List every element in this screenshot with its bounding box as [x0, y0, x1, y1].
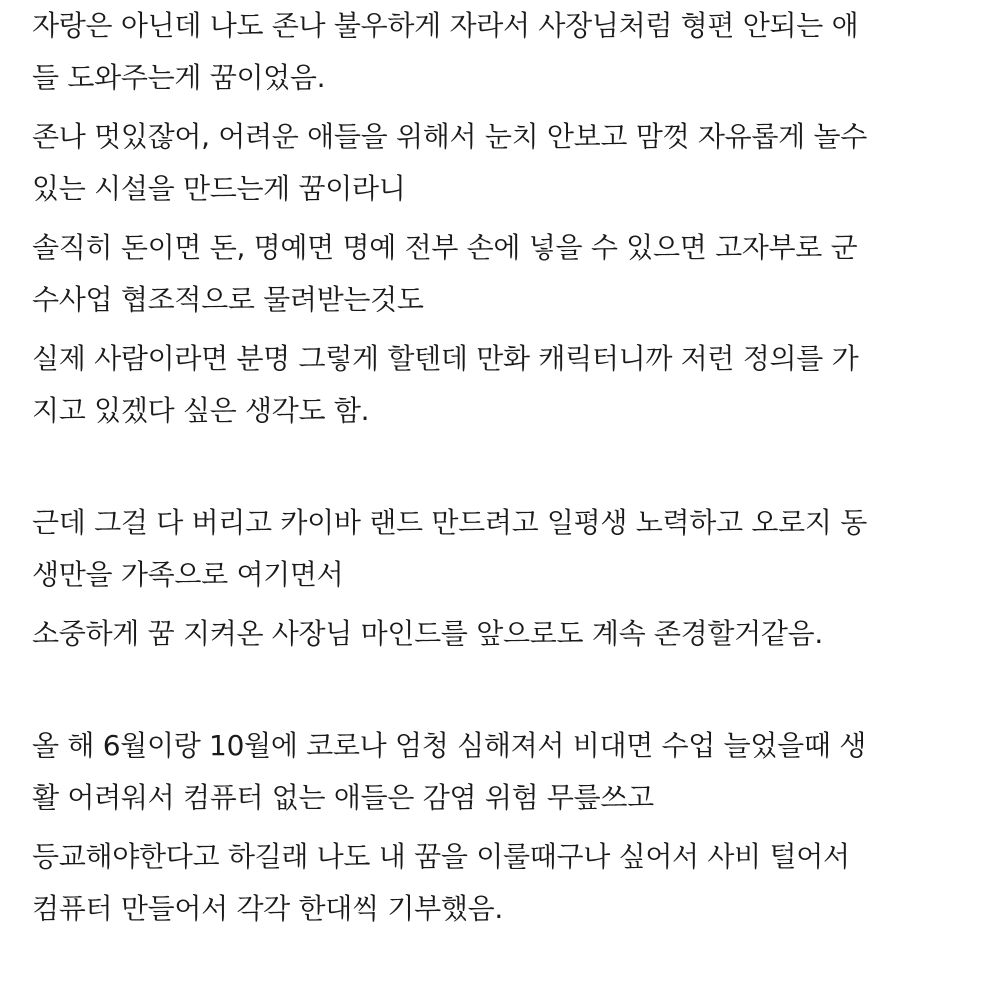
paragraph [32, 831, 982, 935]
spacer [32, 437, 982, 497]
text-line: 올 해 6월이랑 10월에 코로나 엄청 심해져서 비대면 수업 늘었을때 생 [32, 729, 866, 762]
paragraph [32, 111, 982, 215]
text-line: 자랑은 아닌데 나도 존나 불우하게 자라서 사장님처럼 형편 안되는 애 [32, 9, 859, 42]
post-body [32, 0, 982, 935]
paragraph [32, 333, 982, 437]
text-line: 있는 시설을 만드는게 꿈이라니 [32, 172, 406, 205]
text-block-2 [32, 497, 982, 660]
text-line: 존나 멋있잖어, 어려운 애들을 위해서 눈치 안보고 맘껏 자유롭게 놀수 [32, 120, 867, 153]
paragraph [32, 720, 982, 824]
paragraph [32, 608, 982, 660]
text-line: 실제 사람이라면 분명 그렇게 할텐데 만화 캐릭터니까 저런 정의를 가 [32, 342, 859, 375]
text-line: 지고 있겠다 싶은 생각도 함. [32, 394, 370, 427]
paragraph [32, 222, 982, 326]
paragraph [32, 0, 982, 104]
text-line: 수사업 협조적으로 물려받는것도 [32, 283, 424, 316]
text-line: 근데 그걸 다 버리고 카이바 랜드 만드려고 일평생 노력하고 오로지 동 [32, 506, 867, 539]
text-line: 생만을 가족으로 여기면서 [32, 558, 344, 591]
spacer [32, 660, 982, 720]
text-line: 들 도와주는게 꿈이었음. [32, 61, 326, 94]
text-block-1 [32, 0, 982, 437]
text-line: 솔직히 돈이면 돈, 명예면 명예 전부 손에 넣을 수 있으면 고자부로 군 [32, 231, 858, 264]
text-line: 소중하게 꿈 지켜온 사장님 마인드를 앞으로도 계속 존경할거같음. [32, 617, 824, 650]
text-line: 활 어려워서 컴퓨터 없는 애들은 감염 위험 무릎쓰고 [32, 781, 654, 814]
text-line: 컴퓨터 만들어서 각각 한대씩 기부했음. [32, 892, 503, 925]
paragraph [32, 497, 982, 601]
text-line: 등교해야한다고 하길래 나도 내 꿈을 이룰때구나 싶어서 사비 털어서 [32, 840, 850, 873]
text-block-3 [32, 720, 982, 935]
